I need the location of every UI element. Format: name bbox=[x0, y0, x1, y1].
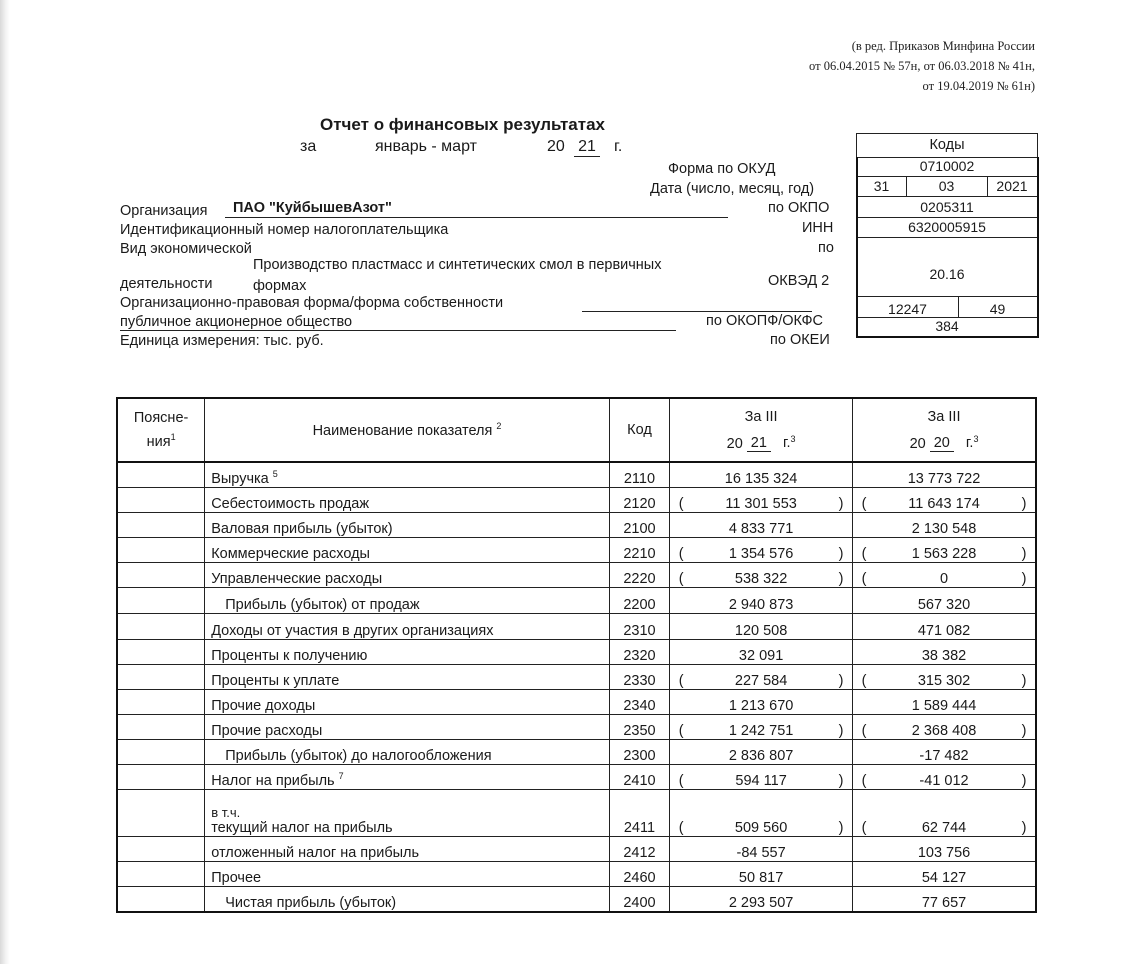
value-text: 2 836 807 bbox=[728, 748, 794, 764]
row-explanation bbox=[117, 790, 205, 837]
table-row bbox=[117, 640, 1036, 665]
value-wrap bbox=[859, 597, 1029, 613]
page-shadow-edge bbox=[0, 0, 10, 964]
row-name-text: Проценты к получению bbox=[211, 648, 368, 664]
paren-open: ( bbox=[678, 571, 684, 587]
paren-close: ) bbox=[1021, 820, 1027, 836]
header-previous-year-value: 20 bbox=[930, 435, 954, 452]
row-name bbox=[205, 614, 610, 640]
org-name: ПАО "КуйбышевАзот" bbox=[233, 200, 392, 216]
edition-note bbox=[809, 36, 1035, 96]
row-explanation bbox=[117, 862, 205, 887]
row-value-previous bbox=[853, 740, 1036, 765]
row-explanation bbox=[117, 715, 205, 740]
report-title: Отчет о финансовых результатах bbox=[320, 115, 605, 134]
paren-open: ( bbox=[861, 571, 867, 587]
value-wrap bbox=[676, 471, 846, 487]
legal-form-underline bbox=[120, 330, 676, 331]
legal-form-underline-right bbox=[582, 311, 812, 312]
row-name-text: отложенный налог на прибыль bbox=[211, 845, 420, 861]
paren-open: ( bbox=[678, 496, 684, 512]
row-value-current bbox=[670, 614, 853, 640]
table-row bbox=[117, 538, 1036, 563]
row-name bbox=[205, 588, 610, 614]
value-text: 2 293 507 bbox=[728, 895, 794, 911]
unit-label: Единица измерения: тыс. руб. bbox=[120, 333, 324, 349]
row-value-previous bbox=[853, 765, 1036, 790]
value-wrap bbox=[859, 698, 1029, 714]
value-wrap bbox=[676, 845, 846, 861]
paren-open: ( bbox=[861, 496, 867, 512]
value-text: 509 560 bbox=[734, 820, 788, 836]
header-current-year-unit: г. bbox=[782, 435, 791, 452]
row-value-previous bbox=[853, 538, 1036, 563]
row-name-sup: 5 bbox=[272, 469, 278, 480]
activity-label-1: Вид экономической bbox=[120, 241, 252, 257]
row-code: 2100 bbox=[609, 513, 669, 538]
row-name-text: Коммерческие расходы bbox=[211, 546, 370, 562]
row-value-current bbox=[670, 862, 853, 887]
value-text: 2 368 408 bbox=[911, 723, 977, 739]
row-name bbox=[205, 887, 610, 913]
value-wrap bbox=[859, 496, 1029, 512]
edition-line-2: от 06.04.2015 № 57н, от 06.03.2018 № 41н, bbox=[809, 59, 1035, 73]
okopf-label: по ОКОПФ/ОКФС bbox=[706, 313, 823, 329]
table-header-row bbox=[117, 398, 1036, 462]
row-value-current bbox=[670, 790, 853, 837]
row-code: 2220 bbox=[609, 563, 669, 588]
row-explanation bbox=[117, 538, 205, 563]
value-text: 1 213 670 bbox=[728, 698, 794, 714]
okpo-row bbox=[858, 197, 1037, 218]
value-wrap bbox=[859, 571, 1029, 587]
value-wrap bbox=[859, 820, 1029, 836]
value-wrap bbox=[859, 870, 1029, 886]
inn-value: 6320005915 bbox=[908, 219, 986, 235]
row-name bbox=[205, 488, 610, 513]
row-value-current bbox=[670, 588, 853, 614]
value-text: 4 833 771 bbox=[728, 521, 794, 537]
value-wrap bbox=[859, 723, 1029, 739]
row-name-text: Управленческие расходы bbox=[211, 571, 383, 587]
value-text: -84 557 bbox=[736, 845, 786, 861]
header-previous bbox=[853, 398, 1036, 462]
row-code: 2330 bbox=[609, 665, 669, 690]
table-row bbox=[117, 563, 1036, 588]
value-wrap bbox=[859, 623, 1029, 639]
inn-full-label: Идентификационный номер налогоплательщика bbox=[120, 222, 449, 238]
value-text: 1 563 228 bbox=[911, 546, 977, 562]
row-name-text: Прибыль (убыток) до налогообложения bbox=[225, 748, 492, 764]
period-prefix: за bbox=[300, 138, 317, 155]
activity-value-2: формах bbox=[253, 278, 307, 294]
paren-open: ( bbox=[861, 673, 867, 689]
value-wrap bbox=[676, 723, 846, 739]
value-wrap bbox=[859, 748, 1029, 764]
row-value-current bbox=[670, 488, 853, 513]
row-value-previous bbox=[853, 790, 1036, 837]
value-text: 32 091 bbox=[738, 648, 784, 664]
okfs-value: 49 bbox=[989, 301, 1006, 317]
okei-label: по ОКЕИ bbox=[770, 332, 830, 348]
row-value-previous bbox=[853, 862, 1036, 887]
row-value-current bbox=[670, 837, 853, 862]
paren-open: ( bbox=[861, 723, 867, 739]
value-text: 1 242 751 bbox=[728, 723, 794, 739]
header-previous-year-unit: г. bbox=[965, 435, 974, 452]
org-label: Организация bbox=[120, 203, 208, 219]
row-value-current bbox=[670, 538, 853, 563]
value-text: 567 320 bbox=[917, 597, 971, 613]
date-row bbox=[858, 177, 1037, 197]
row-name-text: Прибыль (убыток) от продаж bbox=[225, 597, 420, 613]
period-year: 21 bbox=[574, 138, 600, 157]
activity-label-2: деятельности bbox=[120, 276, 213, 292]
row-code: 2320 bbox=[609, 640, 669, 665]
value-wrap bbox=[676, 895, 846, 911]
row-name bbox=[205, 765, 610, 790]
okud-value: 0710002 bbox=[919, 158, 975, 174]
row-value-current bbox=[670, 665, 853, 690]
value-text: 103 756 bbox=[917, 845, 971, 861]
row-name-text: Прочие доходы bbox=[211, 698, 316, 714]
org-underline bbox=[225, 217, 728, 218]
row-value-previous bbox=[853, 640, 1036, 665]
value-text: 471 082 bbox=[917, 623, 971, 639]
legal-form-label: Организационно-правовая форма/форма собственности bbox=[120, 295, 504, 311]
paren-open: ( bbox=[678, 723, 684, 739]
header-current-sup: 3 bbox=[790, 433, 796, 444]
row-code: 2460 bbox=[609, 862, 669, 887]
okved-value: 20.16 bbox=[929, 266, 965, 282]
row-name-text: Проценты к уплате bbox=[211, 673, 340, 689]
table-row bbox=[117, 887, 1036, 913]
row-name-text: текущий налог на прибыль bbox=[211, 820, 393, 836]
table-row bbox=[117, 765, 1036, 790]
paren-close: ) bbox=[1021, 773, 1027, 789]
table-row bbox=[117, 665, 1036, 690]
value-text: 13 773 722 bbox=[907, 471, 981, 487]
row-code: 2340 bbox=[609, 690, 669, 715]
row-value-previous bbox=[853, 887, 1036, 913]
value-wrap bbox=[859, 471, 1029, 487]
row-code: 2350 bbox=[609, 715, 669, 740]
row-explanation bbox=[117, 887, 205, 913]
paren-close: ) bbox=[838, 723, 844, 739]
inn-row bbox=[858, 218, 1037, 238]
period-year-prefix: 20 bbox=[547, 138, 565, 155]
row-explanation bbox=[117, 765, 205, 790]
row-name-text: Валовая прибыль (убыток) bbox=[211, 521, 393, 537]
row-explanation bbox=[117, 563, 205, 588]
value-wrap bbox=[859, 845, 1029, 861]
value-wrap bbox=[859, 521, 1029, 537]
paren-open: ( bbox=[861, 820, 867, 836]
table-row bbox=[117, 588, 1036, 614]
value-wrap bbox=[676, 648, 846, 664]
paren-open: ( bbox=[678, 820, 684, 836]
value-wrap bbox=[859, 773, 1029, 789]
table-row bbox=[117, 740, 1036, 765]
table-row bbox=[117, 513, 1036, 538]
paren-open: ( bbox=[678, 673, 684, 689]
date-label: Дата (число, месяц, год) bbox=[650, 181, 815, 197]
row-value-current bbox=[670, 462, 853, 488]
okved-label: ОКВЭД 2 bbox=[768, 273, 830, 289]
value-wrap bbox=[859, 895, 1029, 911]
okei-value: 384 bbox=[935, 318, 959, 334]
row-value-current bbox=[670, 887, 853, 913]
header-previous-label: За III bbox=[927, 408, 961, 425]
header-current bbox=[670, 398, 853, 462]
row-code: 2412 bbox=[609, 837, 669, 862]
okei-row bbox=[858, 318, 1037, 336]
header-name bbox=[205, 398, 610, 462]
value-wrap bbox=[859, 648, 1029, 664]
row-explanation bbox=[117, 690, 205, 715]
table-row bbox=[117, 690, 1036, 715]
header-current-year-value: 21 bbox=[747, 435, 771, 452]
row-name-text: Прочие расходы bbox=[211, 723, 323, 739]
row-value-current bbox=[670, 513, 853, 538]
row-value-previous bbox=[853, 665, 1036, 690]
value-wrap bbox=[859, 673, 1029, 689]
table-row bbox=[117, 790, 1036, 837]
okpo-value: 0205311 bbox=[920, 199, 974, 215]
row-name bbox=[205, 563, 610, 588]
okud-row bbox=[858, 157, 1037, 177]
header-name-text: Наименование показателя bbox=[312, 422, 493, 439]
value-text: 38 382 bbox=[921, 648, 967, 664]
paren-close: ) bbox=[1021, 673, 1027, 689]
value-text: 315 302 bbox=[917, 673, 971, 689]
paren-close: ) bbox=[838, 546, 844, 562]
financial-results-table bbox=[116, 397, 1037, 913]
value-text: 1 589 444 bbox=[911, 698, 977, 714]
edition-line-1: (в ред. Приказов Минфина России bbox=[851, 39, 1035, 53]
row-name-text: Себестоимость продаж bbox=[211, 496, 370, 512]
paren-close: ) bbox=[1021, 571, 1027, 587]
value-wrap bbox=[676, 698, 846, 714]
row-value-previous bbox=[853, 488, 1036, 513]
value-wrap bbox=[676, 673, 846, 689]
row-value-current bbox=[670, 563, 853, 588]
paren-close: ) bbox=[838, 820, 844, 836]
row-name-text: Прочее bbox=[211, 870, 262, 886]
value-text: 11 301 553 bbox=[725, 496, 797, 512]
row-name bbox=[205, 665, 610, 690]
row-value-current bbox=[670, 640, 853, 665]
row-value-current bbox=[670, 715, 853, 740]
header-code: Код bbox=[609, 398, 669, 462]
row-code: 2400 bbox=[609, 887, 669, 913]
okpo-label: по ОКПО bbox=[768, 200, 830, 216]
value-wrap bbox=[676, 820, 846, 836]
row-name-sup: 7 bbox=[338, 771, 344, 782]
value-wrap bbox=[676, 623, 846, 639]
header-current-year-prefix: 20 bbox=[726, 435, 743, 452]
row-name bbox=[205, 862, 610, 887]
header-explanation-text: Поясне-ния bbox=[133, 409, 189, 450]
value-text: 77 657 bbox=[921, 895, 967, 911]
okopf-row bbox=[858, 297, 1037, 318]
value-wrap bbox=[676, 773, 846, 789]
okopf-value: 12247 bbox=[858, 297, 959, 317]
value-wrap bbox=[676, 597, 846, 613]
row-code: 2310 bbox=[609, 614, 669, 640]
value-wrap bbox=[676, 748, 846, 764]
row-name-text: Доходы от участия в других организациях bbox=[211, 623, 494, 639]
row-value-current bbox=[670, 765, 853, 790]
paren-close: ) bbox=[838, 496, 844, 512]
row-explanation bbox=[117, 588, 205, 614]
row-explanation bbox=[117, 640, 205, 665]
paren-close: ) bbox=[838, 571, 844, 587]
header-current-label: За III bbox=[744, 408, 778, 425]
header-name-sup: 2 bbox=[496, 421, 502, 432]
value-wrap bbox=[676, 571, 846, 587]
period-year-unit: г. bbox=[614, 138, 623, 155]
row-code: 2200 bbox=[609, 588, 669, 614]
value-text: -17 482 bbox=[919, 748, 969, 764]
period-months: январь - март bbox=[375, 138, 477, 155]
row-name bbox=[205, 462, 610, 488]
activity-value-1: Производство пластмасс и синтетических смол в первичных bbox=[253, 257, 662, 273]
value-wrap bbox=[676, 521, 846, 537]
paren-open: ( bbox=[678, 773, 684, 789]
value-wrap bbox=[859, 546, 1029, 562]
row-value-previous bbox=[853, 837, 1036, 862]
row-name-text: Налог на прибыль bbox=[211, 773, 335, 789]
codes-header: Коды bbox=[857, 134, 1037, 158]
row-code: 2120 bbox=[609, 488, 669, 513]
value-text: 538 322 bbox=[734, 571, 788, 587]
row-explanation bbox=[117, 488, 205, 513]
table-row bbox=[117, 862, 1036, 887]
date-month: 03 bbox=[907, 177, 988, 196]
paren-close: ) bbox=[838, 773, 844, 789]
row-name bbox=[205, 837, 610, 862]
paren-open: ( bbox=[861, 546, 867, 562]
header-explanation-sup: 1 bbox=[170, 431, 176, 442]
row-explanation bbox=[117, 665, 205, 690]
value-text: 16 135 324 bbox=[724, 471, 798, 487]
row-name-text: Чистая прибыль (убыток) bbox=[225, 895, 397, 911]
value-wrap bbox=[676, 546, 846, 562]
row-code: 2411 bbox=[609, 790, 669, 837]
okud-label: Форма по ОКУД bbox=[668, 161, 776, 177]
header-current-year bbox=[676, 428, 846, 455]
row-name bbox=[205, 513, 610, 538]
row-value-current bbox=[670, 690, 853, 715]
row-name-text: Выручка bbox=[211, 471, 269, 487]
value-text: 227 584 bbox=[734, 673, 788, 689]
row-value-current bbox=[670, 740, 853, 765]
row-name bbox=[205, 538, 610, 563]
inn-label: ИНН bbox=[802, 220, 834, 236]
row-name bbox=[205, 640, 610, 665]
header-explanation bbox=[117, 398, 205, 462]
paren-close: ) bbox=[1021, 546, 1027, 562]
row-name bbox=[205, 740, 610, 765]
paren-close: ) bbox=[838, 673, 844, 689]
row-value-previous bbox=[853, 462, 1036, 488]
value-text: 1 354 576 bbox=[728, 546, 794, 562]
edition-line-3: от 19.04.2019 № 61н) bbox=[922, 79, 1035, 93]
header-previous-year bbox=[859, 428, 1029, 455]
value-text: 0 bbox=[939, 571, 949, 587]
header-previous-year-prefix: 20 bbox=[909, 435, 926, 452]
okved-label-top: по bbox=[818, 240, 834, 256]
row-code: 2410 bbox=[609, 765, 669, 790]
header-previous-sup: 3 bbox=[973, 433, 979, 444]
table-body bbox=[117, 462, 1036, 912]
table-row bbox=[117, 837, 1036, 862]
codes-body bbox=[856, 157, 1039, 338]
row-explanation bbox=[117, 740, 205, 765]
row-code: 2210 bbox=[609, 538, 669, 563]
row-explanation bbox=[117, 462, 205, 488]
value-text: 54 127 bbox=[921, 870, 967, 886]
table-row bbox=[117, 715, 1036, 740]
row-explanation bbox=[117, 513, 205, 538]
table-row bbox=[117, 462, 1036, 488]
row-value-previous bbox=[853, 588, 1036, 614]
paren-close: ) bbox=[1021, 496, 1027, 512]
paren-close: ) bbox=[1021, 723, 1027, 739]
row-value-previous bbox=[853, 614, 1036, 640]
row-explanation bbox=[117, 837, 205, 862]
date-year: 2021 bbox=[996, 178, 1028, 194]
row-value-previous bbox=[853, 715, 1036, 740]
paren-open: ( bbox=[678, 546, 684, 562]
row-code: 2300 bbox=[609, 740, 669, 765]
codes-box bbox=[856, 133, 1038, 338]
legal-form-value: публичное акционерное общество bbox=[120, 314, 353, 330]
value-text: 50 817 bbox=[738, 870, 784, 886]
value-text: 120 508 bbox=[734, 623, 788, 639]
table-row bbox=[117, 614, 1036, 640]
row-name bbox=[205, 715, 610, 740]
value-text: 2 130 548 bbox=[911, 521, 977, 537]
row-value-previous bbox=[853, 563, 1036, 588]
row-value-previous bbox=[853, 690, 1036, 715]
value-wrap bbox=[676, 870, 846, 886]
date-day: 31 bbox=[858, 177, 907, 196]
value-text: -41 012 bbox=[919, 773, 969, 789]
value-text: 2 940 873 bbox=[728, 597, 794, 613]
row-explanation bbox=[117, 614, 205, 640]
value-text: 62 744 bbox=[921, 820, 967, 836]
value-wrap bbox=[676, 496, 846, 512]
row-name bbox=[205, 790, 610, 837]
table-row bbox=[117, 488, 1036, 513]
row-name-top: в т.ч. bbox=[211, 805, 241, 820]
row-name bbox=[205, 690, 610, 715]
okved-row bbox=[858, 238, 1037, 297]
value-text: 11 643 174 bbox=[908, 496, 980, 512]
row-code: 2110 bbox=[609, 462, 669, 488]
paren-open: ( bbox=[861, 773, 867, 789]
value-text: 594 117 bbox=[735, 773, 787, 789]
row-value-previous bbox=[853, 513, 1036, 538]
